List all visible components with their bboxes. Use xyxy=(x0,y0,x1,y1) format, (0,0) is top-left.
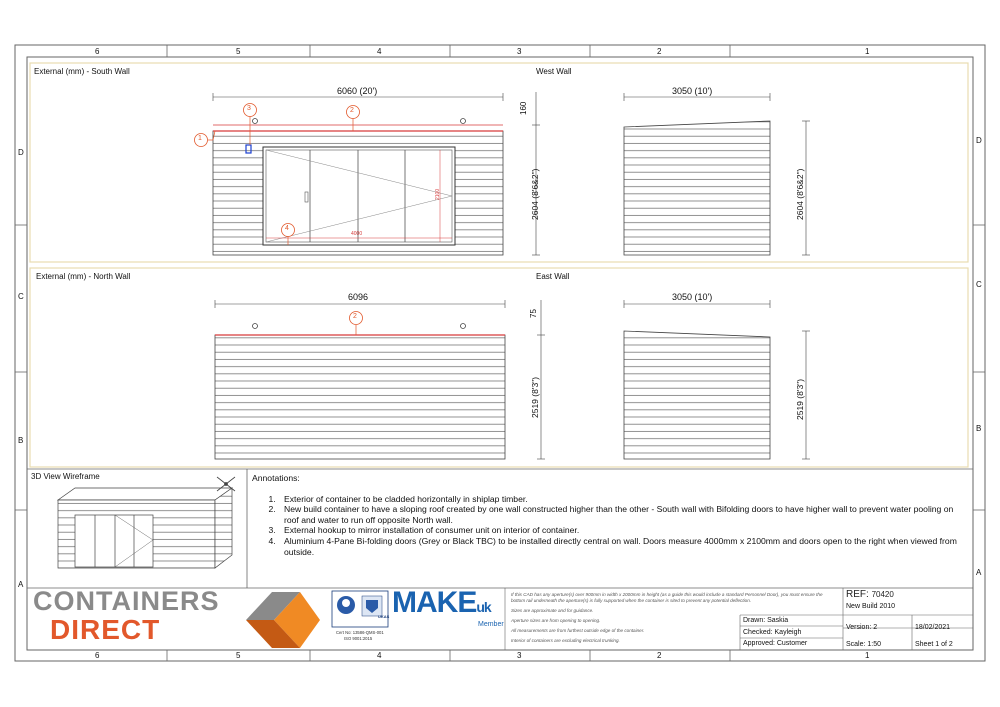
annotation-item: 4. Aluminium 4-Pane Bi-folding doors (Grey or Black TBC) to be installed directly central on wall. Doors measure 4000mm x 2100mm and doors open to the right when viewed from outside. xyxy=(278,536,964,557)
callout-1: 1 xyxy=(198,135,202,142)
ref-value: 70420 xyxy=(871,590,894,599)
south-wall-title: External (mm) - South Wall xyxy=(34,67,130,76)
south-wall-elevation xyxy=(195,92,541,255)
note-item: Sizes are approximate and for guidance. xyxy=(511,608,594,613)
north-roof-dimension: 75 xyxy=(529,309,538,318)
row-label-c-right: C xyxy=(976,280,982,289)
ref-label: REF: xyxy=(846,589,869,600)
containers-direct-chevron-logo xyxy=(246,592,320,648)
annotations-panel xyxy=(252,473,964,557)
iso-number: ISO 9001:2015 xyxy=(344,636,373,641)
column-label-2: 2 xyxy=(657,47,662,56)
sheet-number: Sheet 1 of 2 xyxy=(915,641,953,648)
wireframe-3d-view xyxy=(58,488,232,568)
certification-logos xyxy=(332,591,388,627)
row-label-d: D xyxy=(18,148,24,157)
south-roof-dimension: 160 xyxy=(519,101,528,115)
callout-2: 2 xyxy=(350,107,354,114)
row-label-c: C xyxy=(18,292,24,301)
west-height-dimension: 2604 (8'6&2") xyxy=(795,168,805,220)
east-wall-title: East Wall xyxy=(536,272,570,281)
door-width-dimension: 4000 xyxy=(351,231,363,237)
east-width-dimension: 3050 (10') xyxy=(672,292,713,302)
south-width-dimension: 6060 (20') xyxy=(337,86,378,96)
column-label-3-bottom: 3 xyxy=(517,651,522,660)
north-callout-2: 2 xyxy=(353,313,357,320)
row-label-b-right: B xyxy=(976,424,982,433)
row-label-d-right: D xyxy=(976,136,982,145)
east-wall-elevation xyxy=(624,300,810,459)
project-name: New Build 2010 xyxy=(846,603,896,610)
east-height-dimension: 2519 (8'3") xyxy=(795,378,805,420)
column-label-2-bottom: 2 xyxy=(657,651,662,660)
note-item: Aperture sizes are from opening to opening. xyxy=(511,618,601,623)
row-label-a-right: A xyxy=(976,568,982,577)
ukas-label: UKAS xyxy=(378,614,390,619)
version: Version: 2 xyxy=(846,624,878,631)
cert-number: Cert No: 13586-QMS-001 xyxy=(336,630,384,635)
west-width-dimension: 3050 (10') xyxy=(672,86,713,96)
approved-by: Approved: Customer xyxy=(743,640,808,647)
callout-4: 4 xyxy=(285,225,289,232)
annotations-title: Annotations: xyxy=(252,473,300,483)
row-label-b: B xyxy=(18,436,24,445)
checked-by: Checked: Kayleigh xyxy=(743,629,802,636)
west-wall-title: West Wall xyxy=(536,67,572,76)
annotation-item: 2. New build container to have a sloping roof created by one wall constructed higher than the other - South wall with Bifolding doors to have higher wall to prevent water pooling on roof and water to run off opposite North wall. xyxy=(278,504,964,525)
uk-wordmark: uk xyxy=(476,599,491,615)
column-label-1-bottom: 1 xyxy=(865,651,870,660)
drawn-by: Drawn: Saskia xyxy=(743,617,789,624)
scale: Scale: 1:50 xyxy=(846,641,882,648)
containers-wordmark: CONTAINERS xyxy=(33,586,220,616)
note-item: Interior of containers are excluding electrical trunking. xyxy=(511,638,620,643)
north-height-dimension: 2519 (8'3") xyxy=(530,376,540,418)
callout-3: 3 xyxy=(247,105,251,112)
note-item: All measurements are from furthest outside edge of the container. xyxy=(511,628,645,633)
annotation-item: 1. Exterior of container to be cladded horizontally in shiplap timber. xyxy=(278,494,964,505)
make-member-label: Member xyxy=(478,621,504,628)
direct-wordmark: DIRECT xyxy=(50,614,161,645)
west-wall-elevation xyxy=(624,93,810,255)
annotations-list xyxy=(252,494,964,558)
make-wordmark: MAKE xyxy=(392,586,477,619)
note-item: If this CAD has any aperture(s) over 900mm in width x 2000mm in height (as a guide this would include a standard Personnel Door), you must ensure the bottom rail underneath the aperture(s) is fully supported when the container is sited to prevent any potential deflection. xyxy=(511,592,823,603)
drawing-date: 18/02/2021 xyxy=(915,624,951,631)
north-wall-title: External (mm) - North Wall xyxy=(36,272,131,281)
door-height-dimension: 2100 xyxy=(435,188,441,200)
annotation-item: 3. External hookup to mirror installation of consumer unit on interior of container. xyxy=(278,525,964,536)
south-height-dimension: 2604 (8'6&2") xyxy=(530,168,540,220)
column-label-4: 4 xyxy=(377,47,382,56)
column-label-6-bottom: 6 xyxy=(95,651,100,660)
column-label-6: 6 xyxy=(95,47,100,56)
north-width-dimension: 6096 xyxy=(348,292,369,302)
column-label-5-bottom: 5 xyxy=(236,651,241,660)
column-label-1: 1 xyxy=(865,47,870,56)
column-label-5: 5 xyxy=(236,47,241,56)
row-label-a: A xyxy=(18,580,24,589)
wireframe-title: 3D View Wireframe xyxy=(31,472,100,481)
reference-number xyxy=(846,589,894,600)
column-label-3: 3 xyxy=(517,47,522,56)
column-label-4-bottom: 4 xyxy=(377,651,382,660)
north-wall-elevation xyxy=(215,300,545,459)
make-uk-logo xyxy=(392,586,491,620)
